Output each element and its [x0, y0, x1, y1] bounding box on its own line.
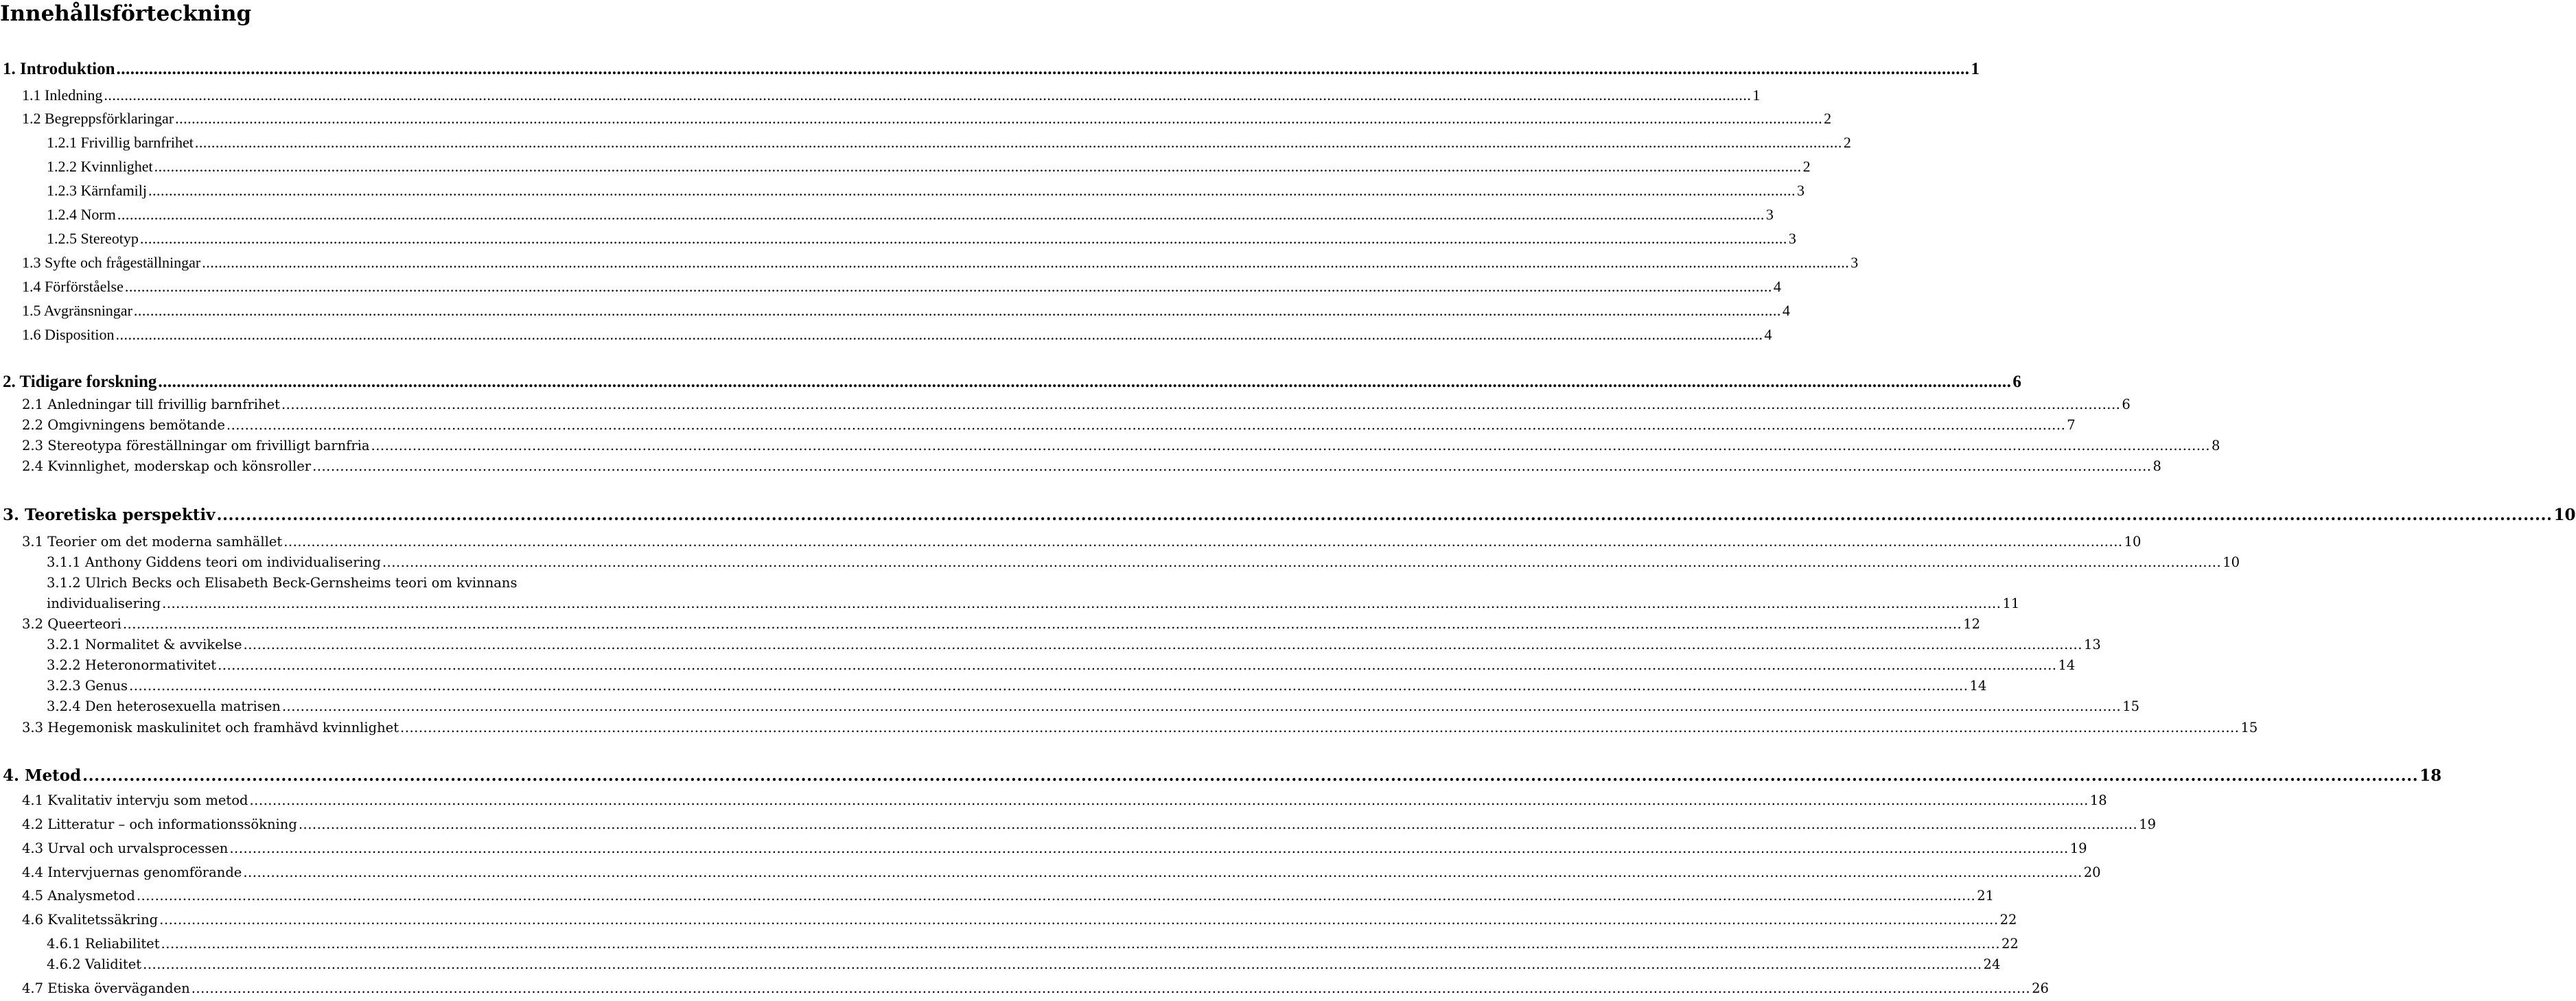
toc-entry-label: 4.6.2 Validitet: [47, 956, 142, 972]
toc-entry-label: 1.3 Syfte och frågeställningar: [22, 254, 201, 271]
dot-leader: [282, 697, 2121, 716]
dot-leader: [143, 955, 1982, 974]
toc-entry-label: 1.2.5 Stereotyp: [47, 230, 139, 247]
dot-leader: [134, 301, 1781, 321]
toc-entry-label: 3.2 Queerteori: [22, 616, 121, 632]
toc-entry[interactable]: [0, 815, 2157, 834]
toc-entry-page: 4: [1782, 302, 1790, 319]
toc-entry[interactable]: [0, 504, 2576, 526]
toc-entry[interactable]: [0, 553, 2240, 572]
toc-entry-label: 3.1.2 Ulrich Becks och Elisabeth Beck-Gernsheims teori om kvinnans: [47, 575, 518, 591]
toc-entry-label: 1.2 Begreppsförklaringar: [22, 110, 174, 127]
dot-leader: [125, 276, 1772, 297]
toc-entry[interactable]: [0, 301, 1790, 321]
toc-entry-label: 1.6 Disposition: [22, 326, 115, 343]
toc-entry-page: 2: [1824, 110, 1832, 127]
toc-entry-label: 4.6 Kvalitetssäkring: [22, 912, 159, 928]
toc-entry[interactable]: [0, 436, 2220, 456]
toc-title: Innehållsförteckning: [0, 1, 252, 26]
toc-entry[interactable]: [0, 228, 1796, 249]
dot-leader: [312, 457, 2151, 476]
toc-entry[interactable]: [0, 108, 1832, 129]
dot-leader: [382, 553, 2221, 572]
dot-leader: [195, 132, 1842, 153]
toc-entry[interactable]: [0, 370, 2021, 394]
toc-entry-page: 19: [2139, 816, 2157, 832]
dot-leader: [192, 979, 2030, 998]
dot-leader: [158, 370, 2011, 394]
toc-entry-label-continuation: individualisering: [47, 596, 161, 611]
toc-entry[interactable]: [0, 979, 2049, 998]
dot-leader: [243, 863, 2082, 882]
toc-entry-label: 4.7 Etiska överväganden: [22, 980, 190, 996]
toc-entry[interactable]: [0, 718, 2258, 738]
toc-entry-label: 2.2 Omgivningens bemötande: [22, 417, 225, 433]
toc-entry-page: 10: [2553, 506, 2576, 524]
toc-entry-page: 6: [2012, 373, 2021, 391]
toc-entry-label: 1.1 Inledning: [22, 86, 103, 104]
dot-leader: [283, 532, 2122, 552]
toc-entry[interactable]: [0, 58, 1980, 81]
toc-entry-label: 1.2.3 Kärnfamilj: [47, 182, 148, 199]
dot-leader: [161, 934, 2000, 954]
dot-leader: [137, 886, 1975, 906]
toc-entry-first-line[interactable]: [0, 574, 701, 593]
toc-entry-page: 15: [2240, 720, 2258, 735]
toc-entry-label: 1.2.1 Frivillig barnfrihet: [47, 134, 194, 151]
toc-entry-label: 3.3 Hegemonisk maskulinitet och framhävd kvinnlighet: [22, 720, 399, 735]
toc-entry-page: 2: [1843, 134, 1851, 151]
toc-entry[interactable]: [0, 180, 1805, 201]
toc-entry[interactable]: [0, 532, 2142, 552]
toc-entry-label: 1.2.2 Kvinnlighet: [47, 158, 153, 175]
toc-entry[interactable]: [0, 765, 2442, 787]
dot-leader: [117, 204, 1765, 225]
toc-entry[interactable]: [0, 656, 2076, 675]
toc-entry-page: 22: [2001, 936, 2019, 952]
toc-entry-page: 14: [2058, 657, 2076, 673]
toc-entry-label: 3. Teoretiska perspektiv: [3, 506, 216, 524]
toc-entry-label: 3.1.1 Anthony Giddens teori om individualisering: [47, 554, 381, 570]
toc-entry[interactable]: [0, 156, 1811, 177]
toc-entry-label: 1.2.4 Norm: [47, 206, 116, 223]
toc-entry[interactable]: [0, 252, 1859, 273]
dot-leader: [115, 325, 1763, 345]
toc-entry[interactable]: [0, 395, 2131, 414]
toc-entry-page: 1: [1752, 86, 1761, 104]
toc-entry[interactable]: [0, 934, 2019, 954]
toc-entry-page: 22: [1999, 912, 2017, 928]
toc-entry-page: 1: [1971, 60, 1980, 78]
toc-entry-page: 15: [2122, 698, 2140, 714]
toc-entry-page: 3: [1797, 182, 1805, 199]
toc-entry[interactable]: [0, 635, 2101, 655]
dot-leader: [140, 228, 1787, 249]
toc-entry-page: 19: [2069, 840, 2087, 856]
dot-leader: [154, 156, 1802, 177]
toc-entry[interactable]: [0, 416, 2076, 435]
toc-entry-page: 3: [1788, 230, 1796, 247]
toc-entry-label: 4.4 Intervjuernas genomförande: [22, 864, 242, 880]
toc-entry-page: 7: [2067, 417, 2076, 433]
toc-entry-page: 10: [2223, 554, 2240, 570]
toc-entry-label: 1.5 Avgränsningar: [22, 302, 132, 319]
dot-leader: [159, 910, 1998, 930]
toc-entry[interactable]: [0, 697, 2140, 716]
toc-entry-label: 3.2.4 Den heterosexuella matrisen: [47, 698, 281, 714]
toc-entry-page: 14: [1969, 678, 1987, 694]
toc-entry-label: 4.2 Litteratur – och informationssökning: [22, 816, 297, 832]
dot-leader: [371, 436, 2210, 456]
toc-entry-page: 11: [2002, 596, 2020, 611]
toc-entry-page: 2: [1802, 158, 1811, 175]
toc-entry[interactable]: [0, 276, 1781, 297]
toc-entry-label: 1.4 Förförståelse: [22, 278, 124, 295]
toc-entry-label: 3.1 Teorier om det moderna samhället: [22, 534, 283, 550]
dot-leader: [281, 395, 2120, 414]
toc-entry[interactable]: [0, 85, 1761, 106]
toc-entry-page: 4: [1773, 278, 1781, 295]
toc-entry[interactable]: [0, 132, 1851, 153]
toc-entry-label: 4.1 Kvalitativ intervju som metod: [22, 792, 248, 808]
dot-leader: [104, 85, 1751, 106]
toc-entry-label: 4.5 Analysmetod: [22, 888, 135, 904]
toc-entry-label: 3.2.2 Heteronormativitet: [47, 657, 217, 673]
dot-leader: [229, 839, 2068, 858]
toc-entry-page: 8: [2211, 438, 2220, 454]
toc-entry[interactable]: [0, 594, 2020, 613]
toc-entry-page: 12: [1963, 616, 1981, 632]
toc-entry-page: 3: [1765, 206, 1774, 223]
toc-entry[interactable]: [0, 910, 2017, 930]
toc-entry[interactable]: [0, 886, 1995, 906]
dot-leader: [123, 615, 1962, 634]
dot-leader: [400, 718, 2239, 738]
toc-entry-label: 3.2.1 Normalitet & avvikelse: [47, 637, 242, 652]
dot-leader: [148, 180, 1796, 201]
dot-leader: [217, 504, 2553, 526]
toc-entry[interactable]: [0, 204, 1774, 225]
toc-entry-page: 10: [2124, 534, 2142, 550]
toc-entry-label: 3.2.3 Genus: [47, 678, 128, 694]
toc-entry-page: 20: [2083, 864, 2101, 880]
toc-entry-page: 24: [1983, 956, 2001, 972]
toc-entry-page: 3: [1850, 254, 1859, 271]
dot-leader: [227, 416, 2065, 435]
dot-leader: [244, 635, 2082, 655]
toc-entry-label: 4.3 Urval och urvalsprocessen: [22, 840, 229, 856]
toc-entry[interactable]: [0, 615, 1981, 634]
toc-entry[interactable]: [0, 325, 1772, 345]
toc-entry-label: 1. Introduktion: [3, 60, 115, 78]
toc-entry-label: 2. Tidigare forskning: [3, 373, 157, 391]
toc-entry[interactable]: [0, 791, 2107, 810]
toc-entry[interactable]: [0, 676, 1987, 696]
toc-entry-page: 4: [1764, 326, 1772, 343]
dot-leader: [249, 791, 2088, 810]
dot-leader: [162, 594, 2001, 613]
toc-entry-label: 2.1 Anledningar till frivillig barnfrihet: [22, 397, 280, 412]
toc-entry[interactable]: [0, 457, 2161, 476]
dot-leader: [117, 58, 1970, 81]
dot-leader: [202, 252, 1849, 273]
toc-entry[interactable]: [0, 955, 2001, 974]
toc-entry[interactable]: [0, 839, 2087, 858]
toc-entry-page: 21: [1977, 888, 1995, 904]
toc-entry-page: 18: [2089, 792, 2107, 808]
toc-entry[interactable]: [0, 863, 2101, 882]
dot-leader: [299, 815, 2137, 834]
toc-entry-page: 18: [2420, 766, 2442, 785]
toc-entry-page: 8: [2153, 458, 2161, 474]
dot-leader: [218, 656, 2056, 675]
toc-entry-page: 6: [2122, 397, 2131, 412]
dot-leader: [175, 108, 1822, 129]
toc-entry-page: 13: [2083, 637, 2101, 652]
toc-entry-label: 4.6.1 Reliabilitet: [47, 936, 160, 952]
toc-entry-page: 26: [2032, 980, 2049, 996]
toc-entry-label: 2.4 Kvinnlighet, moderskap och könsroller: [22, 458, 312, 474]
toc-entry-label: 2.3 Stereotypa föreställningar om frivilligt barnfria: [22, 438, 370, 454]
toc-entry-label: 4. Metod: [3, 766, 82, 785]
dot-leader: [129, 676, 1968, 696]
dot-leader: [82, 765, 2418, 787]
